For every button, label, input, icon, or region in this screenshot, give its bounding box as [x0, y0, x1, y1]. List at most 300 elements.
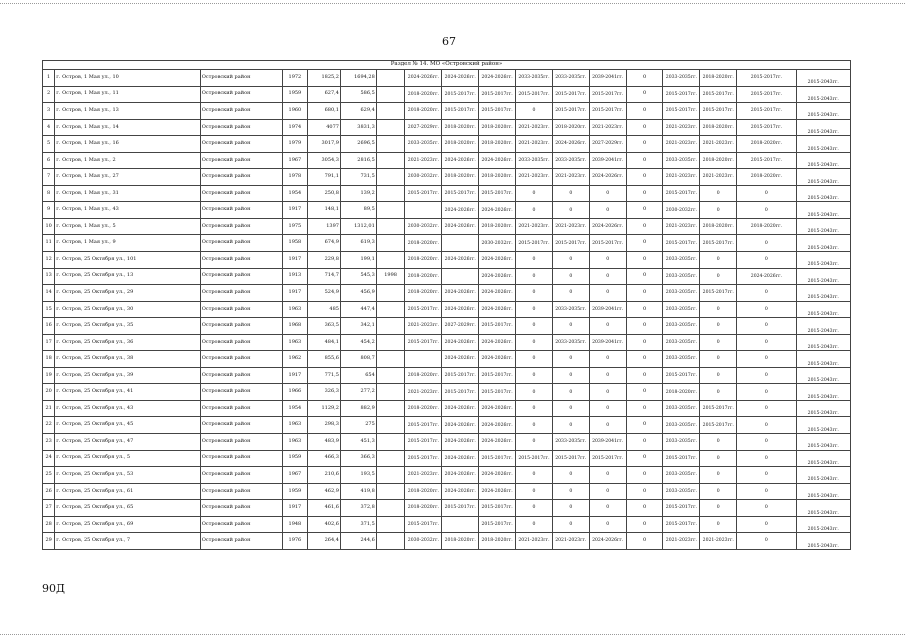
total-area-cell: 326,3 — [308, 384, 341, 401]
work-period-1: 2024-2026гг. — [405, 70, 442, 87]
work-period-8: 2021-2023гг. — [663, 119, 700, 136]
living-area-cell: 545,3 — [340, 268, 376, 285]
section-header-row — [43, 61, 851, 70]
work-period-10: 2018-2020гг. — [737, 218, 796, 235]
work-period-3: 2024-2026гг. — [479, 351, 516, 368]
work-period-7: 0 — [626, 367, 663, 384]
work-period-4: 2021-2023гг. — [516, 169, 553, 186]
work-period-6: 0 — [589, 285, 626, 302]
work-period-7: 0 — [626, 103, 663, 120]
year-cell: 1978 — [282, 169, 308, 186]
work-period-1: 2033-2035гг. — [405, 136, 442, 153]
row-number: 25 — [43, 467, 55, 484]
total-area-cell: 680,1 — [308, 103, 341, 120]
work-period-5: 0 — [552, 500, 589, 517]
program-period: 2015-2043гг. — [796, 185, 850, 202]
work-period-8: 2033-2035гг. — [663, 434, 700, 451]
work-period-9: 0 — [700, 434, 737, 451]
district-cell: Островский район — [200, 500, 282, 517]
program-period: 2015-2043гг. — [796, 301, 850, 318]
work-period-1: 2030-2032гг. — [405, 533, 442, 550]
work-period-10: 0 — [737, 516, 796, 533]
year-cell: 1967 — [282, 152, 308, 169]
year-cell: 1966 — [282, 384, 308, 401]
work-period-4: 0 — [516, 417, 553, 434]
total-area-cell: 4077 — [308, 119, 341, 136]
extra-year-cell — [376, 334, 405, 351]
living-area-cell: 419,8 — [340, 483, 376, 500]
row-number: 23 — [43, 434, 55, 451]
year-cell: 1917 — [282, 500, 308, 517]
work-period-7: 0 — [626, 202, 663, 219]
living-area-cell: 808,7 — [340, 351, 376, 368]
work-period-4: 0 — [516, 500, 553, 517]
work-period-6: 2024-2026гг. — [589, 169, 626, 186]
table-row — [43, 400, 851, 417]
work-period-7: 0 — [626, 301, 663, 318]
work-period-1: 2018-2020гг. — [405, 400, 442, 417]
total-area-cell: 484,1 — [308, 334, 341, 351]
living-area-cell: 89,5 — [340, 202, 376, 219]
work-period-5: 0 — [552, 417, 589, 434]
row-number: 14 — [43, 285, 55, 302]
work-period-7: 0 — [626, 252, 663, 269]
table-row — [43, 367, 851, 384]
work-period-10: 0 — [737, 467, 796, 484]
living-area-cell: 619,3 — [340, 235, 376, 252]
living-area-cell: 275 — [340, 417, 376, 434]
work-period-3: 2018-2020гг. — [479, 119, 516, 136]
work-period-6: 0 — [589, 417, 626, 434]
extra-year-cell — [376, 252, 405, 269]
table-row — [43, 318, 851, 335]
year-cell: 1968 — [282, 318, 308, 335]
row-number: 17 — [43, 334, 55, 351]
table-row — [43, 467, 851, 484]
work-period-5: 0 — [552, 185, 589, 202]
year-cell: 1958 — [282, 235, 308, 252]
work-period-8: 2015-2017гг. — [663, 86, 700, 103]
work-period-8: 2033-2035гг. — [663, 268, 700, 285]
work-period-9: 2021-2023гг. — [700, 169, 737, 186]
work-period-5: 0 — [552, 202, 589, 219]
address-cell: г. Остров, 1 Мая ул., 11 — [55, 86, 200, 103]
total-area-cell: 462,9 — [308, 483, 341, 500]
year-cell: 1954 — [282, 185, 308, 202]
living-area-cell: 654 — [340, 367, 376, 384]
work-period-5: 0 — [552, 268, 589, 285]
program-period: 2015-2043гг. — [796, 218, 850, 235]
work-period-2: 2024-2026гг. — [442, 202, 479, 219]
program-period: 2015-2043гг. — [796, 285, 850, 302]
total-area-cell: 250,8 — [308, 185, 341, 202]
work-period-5: 2021-2023гг. — [552, 169, 589, 186]
work-period-2: 2018-2020гг. — [442, 533, 479, 550]
work-period-3: 2015-2017гг. — [479, 103, 516, 120]
work-period-5: 2018-2020гг. — [552, 119, 589, 136]
address-cell: г. Остров, 25 Октября ул., 29 — [55, 285, 200, 302]
work-period-1: 2021-2023гг. — [405, 384, 442, 401]
work-period-10: 2018-2020гг. — [737, 169, 796, 186]
work-period-10: 2015-2017гг. — [737, 70, 796, 87]
work-period-5: 0 — [552, 367, 589, 384]
program-period: 2015-2043гг. — [796, 351, 850, 368]
work-period-3: 2015-2017гг. — [479, 318, 516, 335]
year-cell: 1972 — [282, 70, 308, 87]
address-cell: г. Остров, 25 Октября ул., 41 — [55, 384, 200, 401]
work-period-7: 0 — [626, 235, 663, 252]
district-cell: Островский район — [200, 400, 282, 417]
work-period-5: 0 — [552, 516, 589, 533]
year-cell: 1963 — [282, 301, 308, 318]
work-period-2: 2024-2026гг. — [442, 252, 479, 269]
district-cell: Островский район — [200, 152, 282, 169]
year-cell: 1974 — [282, 119, 308, 136]
work-period-9: 0 — [700, 483, 737, 500]
work-period-1: 2030-2032гг. — [405, 169, 442, 186]
work-period-8: 2015-2017гг. — [663, 450, 700, 467]
extra-year-cell — [376, 235, 405, 252]
work-period-7: 0 — [626, 450, 663, 467]
work-period-2: 2024-2026гг. — [442, 218, 479, 235]
row-number: 2 — [43, 86, 55, 103]
program-period: 2015-2043гг. — [796, 334, 850, 351]
work-period-1: 2018-2020гг. — [405, 252, 442, 269]
work-period-8: 2030-2032гг. — [663, 202, 700, 219]
work-period-1: 2018-2020гг. — [405, 103, 442, 120]
work-period-6: 0 — [589, 318, 626, 335]
work-period-7: 0 — [626, 516, 663, 533]
program-period: 2015-2043гг. — [796, 500, 850, 517]
work-period-7: 0 — [626, 169, 663, 186]
row-number: 1 — [43, 70, 55, 87]
work-period-1: 2015-2017гг. — [405, 301, 442, 318]
work-period-8: 2033-2035гг. — [663, 70, 700, 87]
work-period-10: 0 — [737, 334, 796, 351]
top-scan-border — [0, 3, 905, 4]
work-period-7: 0 — [626, 136, 663, 153]
work-period-1: 2018-2020гг. — [405, 235, 442, 252]
address-cell: г. Остров, 1 Мая ул., 13 — [55, 103, 200, 120]
district-cell: Островский район — [200, 483, 282, 500]
extra-year-cell — [376, 434, 405, 451]
work-period-10: 0 — [737, 252, 796, 269]
work-period-10: 0 — [737, 301, 796, 318]
work-period-2: 2024-2026гг. — [442, 400, 479, 417]
row-number: 13 — [43, 268, 55, 285]
work-period-5: 2024-2026гг. — [552, 136, 589, 153]
work-period-9: 0 — [700, 185, 737, 202]
district-cell: Островский район — [200, 103, 282, 120]
work-period-6: 2039-2041гг. — [589, 434, 626, 451]
extra-year-cell — [376, 533, 405, 550]
program-period: 2015-2043гг. — [796, 450, 850, 467]
extra-year-cell — [376, 152, 405, 169]
row-number: 9 — [43, 202, 55, 219]
district-cell: Островский район — [200, 351, 282, 368]
year-cell: 1959 — [282, 483, 308, 500]
work-period-4: 0 — [516, 351, 553, 368]
work-period-10: 0 — [737, 450, 796, 467]
district-cell: Островский район — [200, 367, 282, 384]
work-period-4: 0 — [516, 185, 553, 202]
work-period-3: 2015-2017гг. — [479, 367, 516, 384]
work-period-8: 2033-2035гг. — [663, 483, 700, 500]
program-period: 2015-2043гг. — [796, 533, 850, 550]
work-period-2: 2027-2029гг. — [442, 318, 479, 335]
work-period-1: 2018-2020гг. — [405, 367, 442, 384]
work-period-5: 0 — [552, 467, 589, 484]
extra-year-cell — [376, 483, 405, 500]
district-cell: Островский район — [200, 86, 282, 103]
district-cell: Островский район — [200, 417, 282, 434]
footer-code: 90Д — [42, 582, 65, 595]
total-area-cell: 264,4 — [308, 533, 341, 550]
work-period-10: 0 — [737, 483, 796, 500]
work-period-9: 2021-2023гг. — [700, 136, 737, 153]
program-period: 2015-2043гг. — [796, 400, 850, 417]
extra-year-cell — [376, 86, 405, 103]
work-period-9: 2018-2020гг. — [700, 70, 737, 87]
address-cell: г. Остров, 25 Октября ул., 35 — [55, 318, 200, 335]
year-cell: 1917 — [282, 202, 308, 219]
total-area-cell: 3017,9 — [308, 136, 341, 153]
work-period-7: 0 — [626, 285, 663, 302]
address-cell: г. Остров, 25 Октября ул., 30 — [55, 301, 200, 318]
work-period-7: 0 — [626, 218, 663, 235]
work-period-4: 0 — [516, 516, 553, 533]
work-period-7: 0 — [626, 483, 663, 500]
extra-year-cell — [376, 70, 405, 87]
work-period-6: 0 — [589, 367, 626, 384]
district-cell: Островский район — [200, 252, 282, 269]
living-area-cell: 2696,5 — [340, 136, 376, 153]
work-period-9: 2015-2017гг. — [700, 235, 737, 252]
work-period-5: 0 — [552, 252, 589, 269]
row-number: 6 — [43, 152, 55, 169]
work-period-9: 0 — [700, 334, 737, 351]
work-period-10: 0 — [737, 384, 796, 401]
address-cell: г. Остров, 1 Мая ул., 2 — [55, 152, 200, 169]
year-cell: 1976 — [282, 533, 308, 550]
work-period-10: 2018-2020гг. — [737, 136, 796, 153]
program-period: 2015-2043гг. — [796, 516, 850, 533]
living-area-cell: 277,2 — [340, 384, 376, 401]
year-cell: 1963 — [282, 434, 308, 451]
work-period-4: 0 — [516, 268, 553, 285]
work-period-3: 2030-2032гг. — [479, 235, 516, 252]
extra-year-cell — [376, 103, 405, 120]
work-period-2: 2024-2026гг. — [442, 152, 479, 169]
program-period: 2015-2043гг. — [796, 70, 850, 87]
extra-year-cell — [376, 367, 405, 384]
work-period-8: 2015-2017гг. — [663, 500, 700, 517]
work-period-6: 0 — [589, 202, 626, 219]
work-period-9: 0 — [700, 351, 737, 368]
work-period-7: 0 — [626, 500, 663, 517]
year-cell: 1913 — [282, 268, 308, 285]
work-period-6: 0 — [589, 516, 626, 533]
address-cell: г. Остров, 1 Мая ул., 43 — [55, 202, 200, 219]
row-number: 5 — [43, 136, 55, 153]
work-period-9: 2015-2017гг. — [700, 417, 737, 434]
work-period-3: 2018-2020гг. — [479, 218, 516, 235]
extra-year-cell — [376, 417, 405, 434]
work-period-10: 0 — [737, 351, 796, 368]
work-period-1 — [405, 351, 442, 368]
work-period-9: 2018-2020гг. — [700, 119, 737, 136]
district-cell: Островский район — [200, 70, 282, 87]
work-period-3: 2015-2017гг. — [479, 185, 516, 202]
work-period-3: 2024-2026гг. — [479, 301, 516, 318]
work-period-4: 0 — [516, 103, 553, 120]
extra-year-cell — [376, 450, 405, 467]
work-period-7: 0 — [626, 384, 663, 401]
work-period-1: 2021-2023гг. — [405, 152, 442, 169]
district-cell: Островский район — [200, 218, 282, 235]
total-area-cell: 461,6 — [308, 500, 341, 517]
living-area-cell: 193,5 — [340, 467, 376, 484]
total-area-cell: 3054,3 — [308, 152, 341, 169]
table-row — [43, 218, 851, 235]
year-cell: 1963 — [282, 417, 308, 434]
work-period-5: 0 — [552, 285, 589, 302]
address-cell: г. Остров, 25 Октября ул., 5 — [55, 450, 200, 467]
program-period: 2015-2043гг. — [796, 384, 850, 401]
work-period-7: 0 — [626, 533, 663, 550]
address-cell: г. Остров, 25 Октября ул., 47 — [55, 434, 200, 451]
address-cell: г. Остров, 25 Октября ул., 101 — [55, 252, 200, 269]
table-row — [43, 301, 851, 318]
district-cell: Островский район — [200, 169, 282, 186]
work-period-2: 2024-2026гг. — [442, 467, 479, 484]
program-period: 2015-2043гг. — [796, 86, 850, 103]
work-period-3: 2015-2017гг. — [479, 86, 516, 103]
address-cell: г. Остров, 1 Мая ул., 5 — [55, 218, 200, 235]
work-period-2: 2015-2017гг. — [442, 185, 479, 202]
work-period-6: 2015-2017гг. — [589, 235, 626, 252]
extra-year-cell — [376, 202, 405, 219]
work-period-2: 2015-2017гг. — [442, 384, 479, 401]
program-period: 2015-2043гг. — [796, 119, 850, 136]
table-row — [43, 450, 851, 467]
year-cell: 1960 — [282, 103, 308, 120]
row-number: 18 — [43, 351, 55, 368]
table-row — [43, 103, 851, 120]
work-period-2: 2024-2026гг. — [442, 285, 479, 302]
work-period-1: 2018-2020гг. — [405, 86, 442, 103]
work-period-1: 2015-2017гг. — [405, 516, 442, 533]
work-period-5: 2021-2023гг. — [552, 533, 589, 550]
work-period-10: 0 — [737, 318, 796, 335]
living-area-cell: 244,6 — [340, 533, 376, 550]
work-period-2: 2015-2017гг. — [442, 367, 479, 384]
address-cell: г. Остров, 25 Октября ул., 53 — [55, 467, 200, 484]
table-row — [43, 285, 851, 302]
work-period-3: 2024-2026гг. — [479, 268, 516, 285]
table-row — [43, 136, 851, 153]
work-period-10: 0 — [737, 400, 796, 417]
year-cell: 1959 — [282, 450, 308, 467]
work-period-2: 2015-2017гг. — [442, 86, 479, 103]
address-cell: г. Остров, 25 Октября ул., 7 — [55, 533, 200, 550]
total-area-cell: 485 — [308, 301, 341, 318]
work-period-9: 0 — [700, 516, 737, 533]
work-period-9: 0 — [700, 268, 737, 285]
district-cell: Островский район — [200, 301, 282, 318]
table-row — [43, 86, 851, 103]
work-period-5: 0 — [552, 318, 589, 335]
extra-year-cell — [376, 384, 405, 401]
work-period-2 — [442, 268, 479, 285]
living-area-cell: 731,5 — [340, 169, 376, 186]
work-period-1 — [405, 202, 442, 219]
work-period-8: 2015-2017гг. — [663, 516, 700, 533]
district-cell: Островский район — [200, 533, 282, 550]
work-period-3: 2018-2020гг. — [479, 136, 516, 153]
work-period-4: 0 — [516, 318, 553, 335]
district-cell: Островский район — [200, 185, 282, 202]
work-period-4: 0 — [516, 285, 553, 302]
year-cell: 1975 — [282, 218, 308, 235]
extra-year-cell — [376, 467, 405, 484]
work-period-6: 2015-2017гг. — [589, 86, 626, 103]
work-period-7: 0 — [626, 119, 663, 136]
table-row — [43, 152, 851, 169]
work-period-3: 2024-2026гг. — [479, 334, 516, 351]
program-period: 2015-2043гг. — [796, 268, 850, 285]
work-period-9: 0 — [700, 301, 737, 318]
living-area-cell: 372,8 — [340, 500, 376, 517]
year-cell: 1963 — [282, 334, 308, 351]
work-period-10: 0 — [737, 533, 796, 550]
program-period: 2015-2043гг. — [796, 252, 850, 269]
district-cell: Островский район — [200, 450, 282, 467]
work-period-4: 2021-2023гг. — [516, 119, 553, 136]
work-period-2: 2024-2026гг. — [442, 450, 479, 467]
work-period-5: 2015-2017гг. — [552, 450, 589, 467]
row-number: 3 — [43, 103, 55, 120]
work-period-10: 0 — [737, 185, 796, 202]
work-period-4: 0 — [516, 467, 553, 484]
work-period-3: 2024-2026гг. — [479, 152, 516, 169]
work-period-2: 2018-2020гг. — [442, 169, 479, 186]
work-period-7: 0 — [626, 152, 663, 169]
total-area-cell: 148,1 — [308, 202, 341, 219]
work-period-8: 2015-2017гг. — [663, 185, 700, 202]
work-period-6: 0 — [589, 268, 626, 285]
district-cell: Островский район — [200, 136, 282, 153]
total-area-cell: 363,5 — [308, 318, 341, 335]
work-period-4: 2033-2035гг. — [516, 152, 553, 169]
work-period-1: 2015-2017гг. — [405, 334, 442, 351]
row-number: 7 — [43, 169, 55, 186]
living-area-cell: 447,4 — [340, 301, 376, 318]
row-number: 8 — [43, 185, 55, 202]
work-period-3: 2018-2020гг. — [479, 169, 516, 186]
address-cell: г. Остров, 25 Октября ул., 13 — [55, 268, 200, 285]
row-number: 29 — [43, 533, 55, 550]
work-period-5: 2033-2035гг. — [552, 301, 589, 318]
row-number: 11 — [43, 235, 55, 252]
work-period-3: 2015-2017гг. — [479, 516, 516, 533]
address-cell: г. Остров, 1 Мая ул., 10 — [55, 70, 200, 87]
address-cell: г. Остров, 25 Октября ул., 43 — [55, 400, 200, 417]
work-period-9: 2015-2017гг. — [700, 285, 737, 302]
total-area-cell: 791,1 — [308, 169, 341, 186]
work-period-8: 2033-2035гг. — [663, 334, 700, 351]
district-cell: Островский район — [200, 285, 282, 302]
